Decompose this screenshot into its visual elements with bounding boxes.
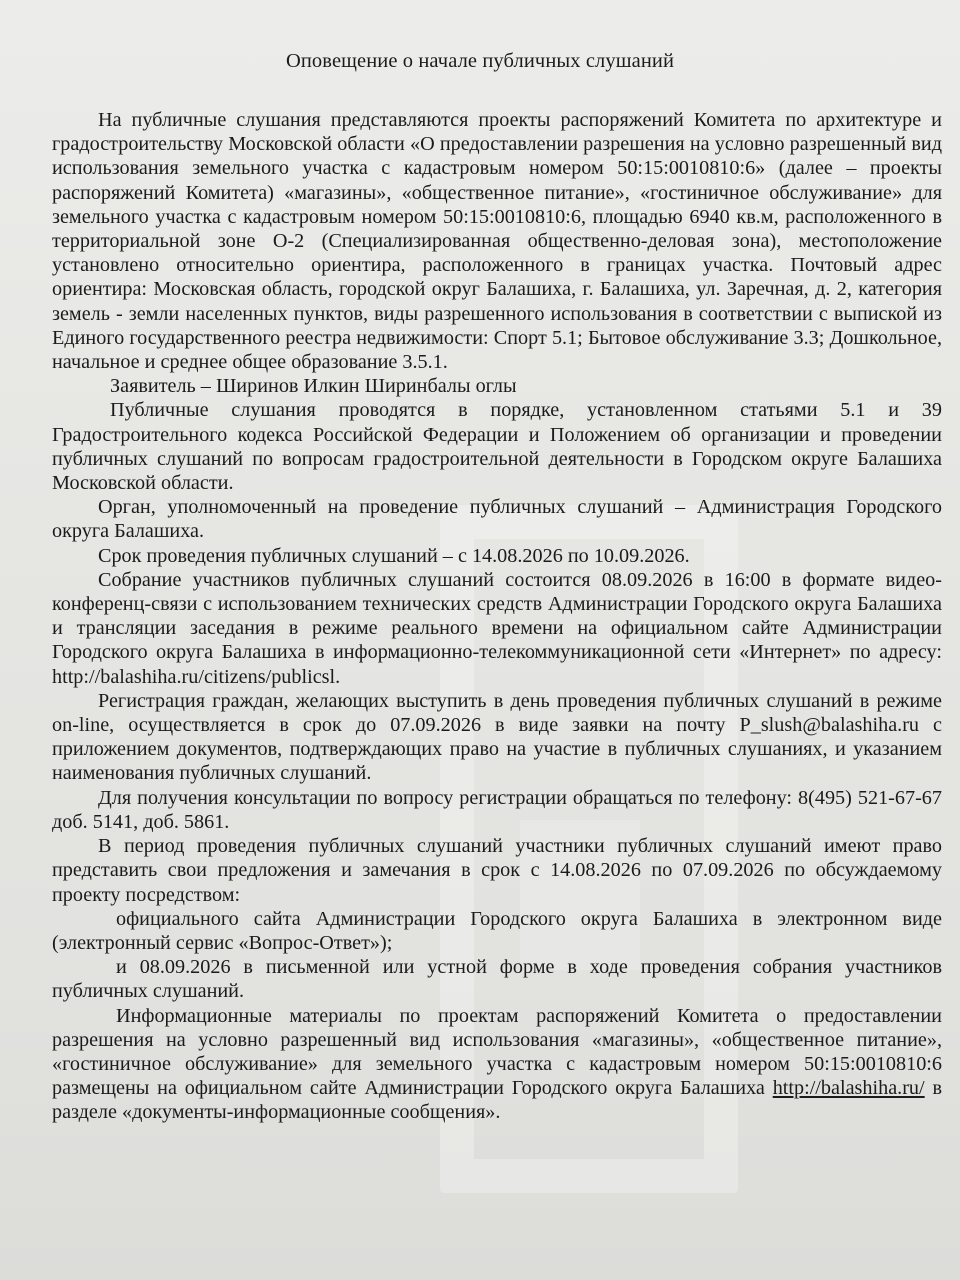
paragraph-website-option: официального сайта Администрации Городского округа Балашиха в электронном виде (электронный сервис «Вопрос-Ответ»); xyxy=(52,907,942,954)
paragraph-registration: Регистрация граждан, желающих выступить в день проведения публичных слушаний в режиме on-line, осуществляется в срок до 07.09.2026 в виде заявки на почту P_slush@balashiha.ru с приложением документов, подтверждающих право на участие в публичных слушаниях, и указанием наименования публичных слушаний. xyxy=(52,689,942,785)
balashiha-link[interactable]: http://balashiha.ru/ xyxy=(772,1077,925,1100)
paragraph-meeting-option: и 08.09.2026 в письменной или устной форме в ходе проведения собрания участников публичных слушаний. xyxy=(52,956,942,1003)
paragraph-projects: На публичные слушания представляются проекты распоряжений Комитета по архитектуре и градостроительству Московской области «О предоставлении разрешения на условно разрешенный вид использования земельного участка с кадастровым номером 50:15:0010810:6» (далее – проекты распоряжений Комитета) «магазины», «общественное питание», «гостиничное обслуживание» для земельного участка с кадастровым номером 50:15:0010810:6, площадью 6940 кв.м, расположенного в территориальной зоне О-2 (Специализированная общественно-деловая зона), местоположение установлено относительно ориентира, расположенного в границах участка. Почтовый адрес ориентира: Московская область, городской округ Балашиха, г. Балашиха, ул. Заречная, д. 2, категория земель - земли населенных пунктов, виды разрешенного использования в соответствии с выпиской из Единого государственного реестра недвижимости: Спорт 5.1; Бытовое обслуживание 3.3; Дошкольное, начальное и среднее общее образование 3.5.1. xyxy=(52,109,942,374)
materials-text-end: в разделе «документы-информационные сообщения». xyxy=(52,1077,942,1124)
paragraph-applicant: Заявитель – Ширинов Илкин Ширинбалы оглы xyxy=(110,375,517,398)
paragraph-proposals: В период проведения публичных слушаний участники публичных слушаний имеют право представить свои предложения и замечания в срок с 14.08.2026 по 07.09.2026 по обсуждаемому проекту посредством: xyxy=(52,835,942,906)
paragraph-procedure: Публичные слушания проводятся в порядке, установленном статьями 5.1 и 39 Градостроительного кодекса Российской Федерации и Положением об организации и проведении публичных слушаний по вопросам градостроительной деятельности в Городском округе Балашиха Московской области. xyxy=(52,399,942,495)
document-title: Оповещение о начале публичных слушаний xyxy=(285,50,675,72)
materials-text-start: Информационные материалы по проектам распоряжений Комитета о предоставлении разрешения на условно разрешенный вид использования «магазины», «общественное питание», «гостиничное обслуживание» для земельного участка с кадастровым номером 50:15:0010810:6 размещены на официальном сайте Администрации Городского округа Балашиха xyxy=(52,1004,942,1100)
paragraph-materials xyxy=(52,1004,942,1125)
paragraph-consultation: Для получения консультации по вопросу регистрации обращаться по телефону: 8(495) 521-67-67 доб. 5141, доб. 5861. xyxy=(52,786,942,833)
paragraph-period: Срок проведения публичных слушаний – с 14.08.2026 по 10.09.2026. xyxy=(98,544,690,567)
paragraph-authority: Орган, уполномоченный на проведение публичных слушаний – Администрация Городского округа Балашиха. xyxy=(52,496,942,543)
document-body xyxy=(52,108,942,1125)
paragraph-meeting: Собрание участников публичных слушаний состоится 08.09.2026 в 16:00 в формате видео-конференц-связи с использованием технических средств Администрации Городского округа Балашиха и трансляции заседания в режиме реального времени на официальном сайте Администрации Городского округа Балашиха в информационно-телекоммуникационной сети «Интернет» по адресу: http://balashiha.ru/citizens/publicsl. xyxy=(52,568,942,688)
